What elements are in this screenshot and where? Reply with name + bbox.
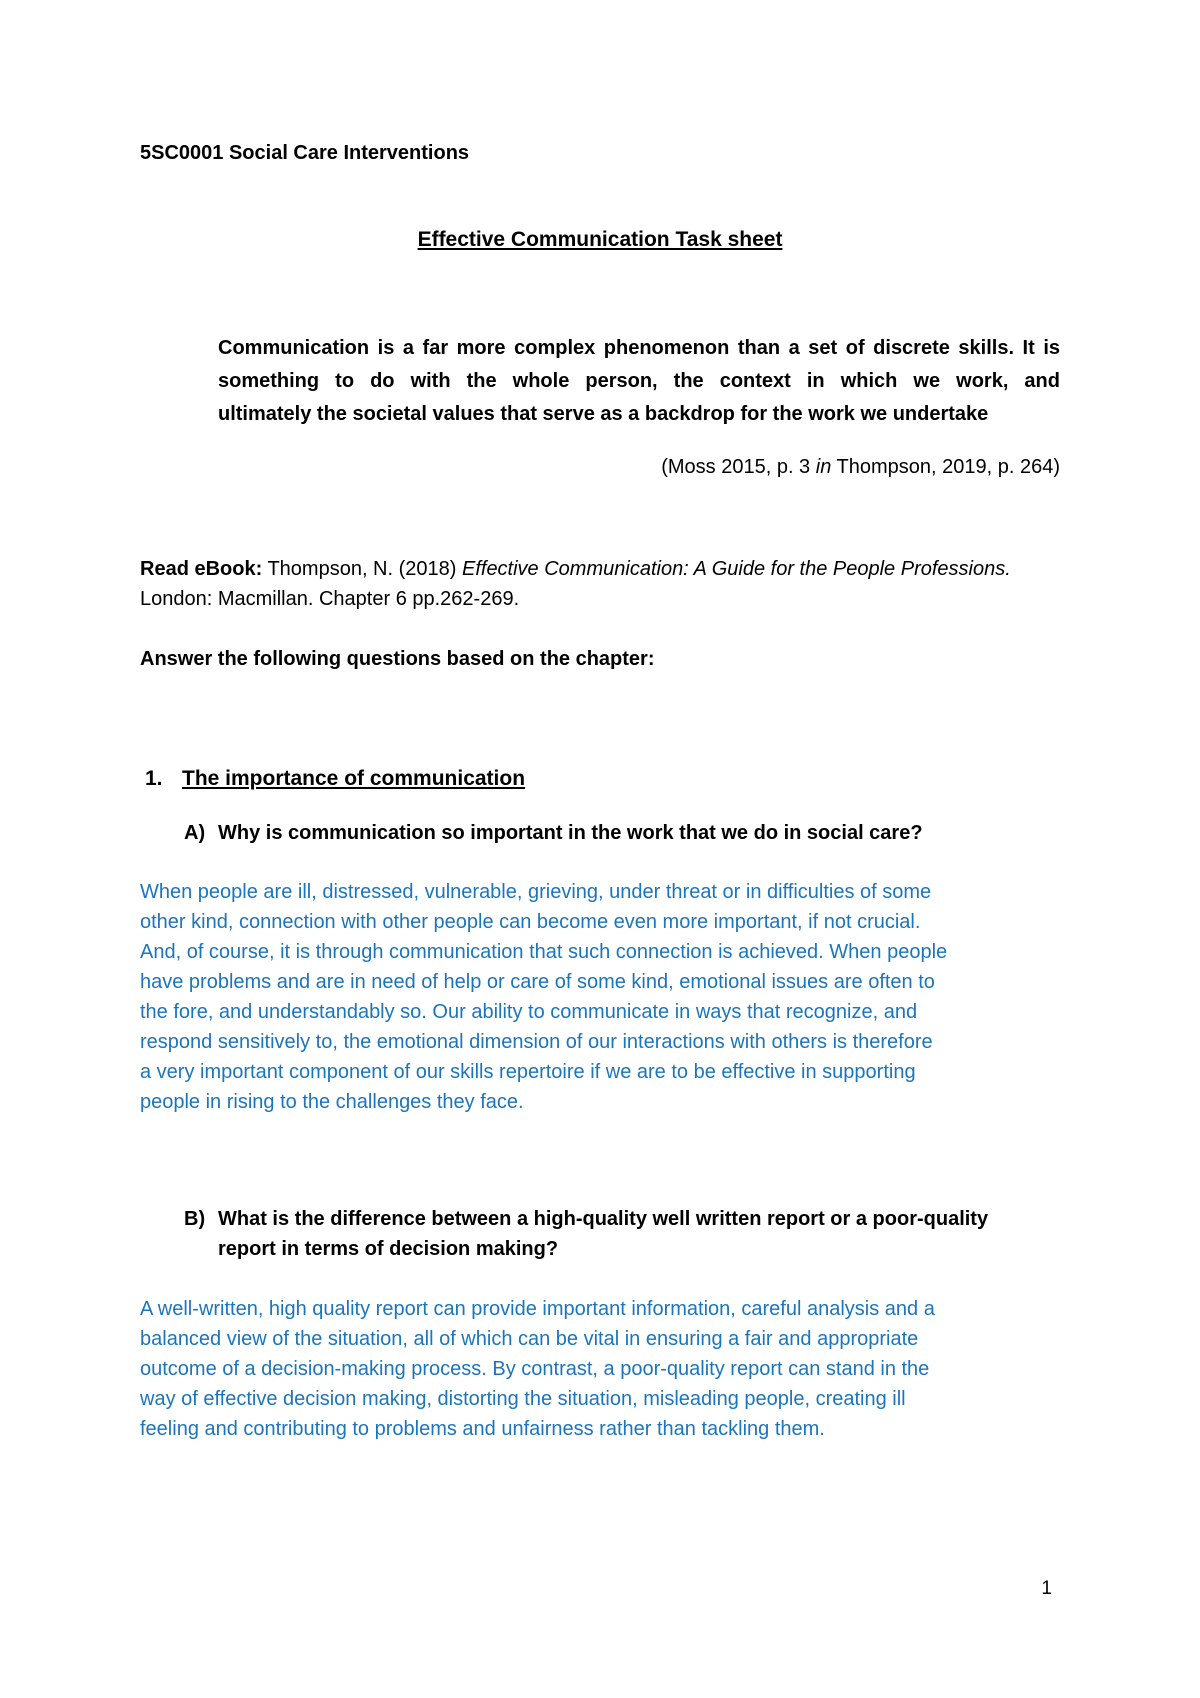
text-line: something to do with the whole person, the context in which we work, and: [218, 370, 1060, 392]
question-a: [184, 818, 1060, 848]
text-line: feeling and contributing to problems and unfairness rather than tackling them.: [140, 1418, 825, 1440]
text-line: way of effective decision making, distorting the situation, misleading people, creating ill: [140, 1388, 906, 1410]
section-1-title: The importance of communication: [182, 767, 526, 790]
question-b: [184, 1204, 1060, 1264]
answer-a: [140, 877, 1060, 1117]
document-title: [140, 225, 1060, 255]
document-title-text: Effective Communication Task sheet: [417, 228, 783, 251]
read-ebook-paragraph: [140, 554, 1060, 614]
text-line: balanced view of the situation, all of which can be vital in ensuring a fair and appropriate: [140, 1328, 919, 1350]
text-line: people in rising to the challenges they face.: [140, 1091, 524, 1113]
page-number: 1: [1041, 1578, 1052, 1599]
citation-prefix: (Moss 2015, p. 3: [661, 456, 816, 478]
text-line: A well-written, high quality report can provide important information, careful analysis and a: [140, 1298, 935, 1320]
read-ebook-author: Thompson, N. (2018): [262, 558, 462, 580]
text-line: have problems and are in need of help or care of some kind, emotional issues are often to: [140, 971, 935, 993]
text-line: Communication is a far more complex phenomenon than a set of discrete skills. It is: [218, 337, 1060, 359]
answer-instruction: Answer the following questions based on the chapter:: [140, 648, 655, 670]
text-line: the fore, and understandably so. Our ability to communicate in ways that recognize, and: [140, 1001, 918, 1023]
citation-in-word: in: [815, 456, 832, 478]
text-line: outcome of a decision-making process. By contrast, a poor-quality report can stand in the: [140, 1358, 930, 1380]
text-line: a very important component of our skills repertoire if we are to be effective in supporting: [140, 1061, 916, 1083]
text-line: When people are ill, distressed, vulnerable, grieving, under threat or in difficulties of some: [140, 881, 932, 903]
text-line: respond sensitively to, the emotional dimension of our interactions with others is therefore: [140, 1031, 933, 1053]
question-b-line-1: What is the difference between a high-quality well written report or a poor-quality: [218, 1208, 989, 1230]
read-ebook-book-title: Effective Communication: A Guide for the People Professions.: [461, 558, 1011, 580]
text-line: ultimately the societal values that serve as a backdrop for the work we undertake: [218, 403, 989, 425]
quote-citation: [140, 452, 1060, 482]
question-b-line-2: report in terms of decision making?: [218, 1238, 559, 1260]
question-a-text: Why is communication so important in the work that we do in social care?: [218, 822, 923, 844]
text-line: And, of course, it is through communication that such connection is achieved. When people: [140, 941, 948, 963]
section-1-heading: [145, 764, 1060, 794]
read-ebook-publisher: London: Macmillan. Chapter 6 pp.262-269.: [140, 588, 520, 610]
course-code-heading: 5SC0001 Social Care Interventions: [140, 142, 470, 164]
section-1-number: 1.: [145, 767, 163, 790]
question-b-letter: B): [184, 1208, 206, 1230]
read-ebook-label: Read eBook:: [140, 558, 263, 580]
text-line: other kind, connection with other people can become even more important, if not crucial.: [140, 911, 921, 933]
question-a-letter: A): [184, 822, 206, 844]
answer-b: [140, 1294, 1060, 1444]
citation-suffix: Thompson, 2019, p. 264): [831, 456, 1060, 478]
question-b-text: [218, 1204, 1060, 1264]
quote-block: [218, 332, 1060, 431]
